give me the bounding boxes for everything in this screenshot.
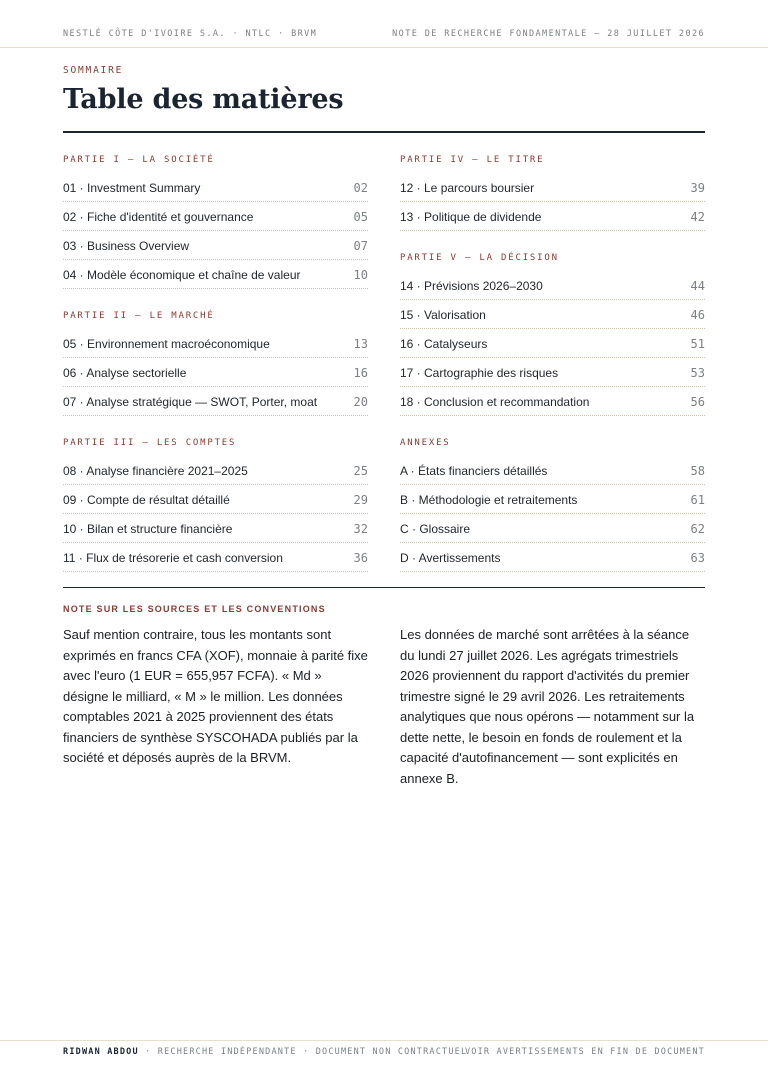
page-title: Table des matières — [63, 84, 344, 115]
toc-entry[interactable] — [63, 359, 368, 387]
toc-entry-label: 12 · Le parcours boursier — [400, 180, 535, 195]
toc-part-heading: PARTIE II — LE MARCHÉ — [63, 311, 215, 321]
toc-entry[interactable] — [400, 515, 705, 543]
toc-entry[interactable] — [400, 457, 705, 485]
toc-entry-page: 46 — [690, 307, 705, 322]
note-paragraph-right: Les données de marché sont arrêtées à la séance du lundi 27 juillet 2026. Les agrégats trimestriels 2026 proviennent du rapport d'activités du premier trimestre signé le 29 avril 2026. Les retraitements analytiques que nous opérons — notamment sur la dette nette, le besoin en fonds de roulement et la capacité d'autofinancement — sont explicités en annexe B. — [400, 627, 695, 786]
toc-part-heading: ANNEXES — [400, 438, 451, 448]
toc-part-heading: PARTIE III — LES COMPTES — [63, 438, 237, 448]
toc-entry[interactable] — [63, 174, 368, 202]
footer-left-text: · RECHERCHE INDÉPENDANTE · DOCUMENT NON CONTRACTUEL — [138, 1047, 468, 1057]
toc-entry-label: 15 · Valorisation — [400, 307, 486, 322]
toc-entry-page: 13 — [353, 336, 368, 351]
toc-entry-label: 01 · Investment Summary — [63, 180, 201, 195]
toc-entry[interactable] — [400, 388, 705, 416]
toc-entry-page: 10 — [353, 267, 368, 282]
toc-entry-page: 29 — [353, 492, 368, 507]
toc-entry-label: 07 · Analyse stratégique — SWOT, Porter, moat — [63, 394, 318, 409]
note-heading: NOTE SUR LES SOURCES ET LES CONVENTIONS — [63, 604, 326, 614]
toc-entry-page: 20 — [353, 394, 368, 409]
toc-entry-label: 02 · Fiche d'identité et gouvernance — [63, 209, 254, 224]
toc-entry-label: 09 · Compte de résultat détaillé — [63, 492, 230, 507]
toc-entry[interactable] — [400, 272, 705, 300]
toc-entry-page: 39 — [690, 180, 705, 195]
toc-entry-label: 03 · Business Overview — [63, 238, 190, 253]
toc-entry-page: 16 — [353, 365, 368, 380]
toc-entry-page: 53 — [690, 365, 705, 380]
toc-entry-label: B · Méthodologie et retraitements — [400, 492, 578, 507]
footer-right: VOIR AVERTISSEMENTS EN FIN DE DOCUMENT — [464, 1047, 705, 1057]
toc-entry[interactable] — [63, 544, 368, 572]
note-rule — [63, 587, 705, 588]
title-rule — [63, 131, 705, 133]
toc-entry-page: 61 — [690, 492, 705, 507]
toc-entry-page: 07 — [353, 238, 368, 253]
toc-entry-page: 36 — [353, 550, 368, 565]
footer-left — [63, 1047, 467, 1057]
toc-entry-label: 18 · Conclusion et recommandation — [400, 394, 590, 409]
toc-entry-page: 02 — [353, 180, 368, 195]
toc-entry[interactable] — [400, 174, 705, 202]
toc-entry-label: A · États financiers détaillés — [400, 463, 548, 478]
toc-entry-label: 13 · Politique de dividende — [400, 209, 542, 224]
toc-entry-label: 17 · Cartographie des risques — [400, 365, 559, 380]
toc-entry-page: 42 — [690, 209, 705, 224]
toc-left-column — [63, 150, 368, 573]
toc-entry[interactable] — [400, 359, 705, 387]
toc-entry-label: 14 · Prévisions 2026–2030 — [400, 278, 543, 293]
toc-entry-page: 56 — [690, 394, 705, 409]
toc-entry-page: 51 — [690, 336, 705, 351]
toc-entry-label: 05 · Environnement macroéconomique — [63, 336, 270, 351]
toc-entry-label: 06 · Analyse sectorielle — [63, 365, 187, 380]
toc-part-heading: PARTIE IV — LE TITRE — [400, 155, 545, 165]
toc-entry-page: 32 — [353, 521, 368, 536]
toc-entry[interactable] — [63, 261, 368, 289]
toc-entry[interactable] — [63, 203, 368, 231]
toc-entry-label: C · Glossaire — [400, 521, 471, 536]
toc-entry[interactable] — [400, 544, 705, 572]
toc-entry[interactable] — [400, 301, 705, 329]
toc-entry[interactable] — [400, 330, 705, 358]
toc-entry-label: 08 · Analyse financière 2021–2025 — [63, 463, 248, 478]
section-eyebrow: SOMMAIRE — [63, 65, 124, 76]
header-left: NESTLÉ CÔTE D'IVOIRE S.A. · NTLC · BRVM — [63, 29, 318, 39]
toc-entry-page: 58 — [690, 463, 705, 478]
toc-entry-page: 63 — [690, 550, 705, 565]
header-right: NOTE DE RECHERCHE FONDAMENTALE — 28 JUILLET 2026 — [392, 29, 705, 39]
toc-entry[interactable] — [400, 486, 705, 514]
footer-author: RIDWAN ABDOU — [63, 1047, 139, 1057]
toc-entry[interactable] — [63, 330, 368, 358]
page-footer — [0, 1040, 768, 1088]
page-header — [0, 0, 768, 48]
toc-entry-label: 10 · Bilan et structure financière — [63, 521, 233, 536]
toc-entry[interactable] — [63, 457, 368, 485]
toc-entry-label: D · Avertissements — [400, 550, 501, 565]
toc-entry[interactable] — [63, 388, 368, 416]
toc-right-column — [400, 150, 705, 573]
toc-entry-page: 25 — [353, 463, 368, 478]
toc-entry-label: 04 · Modèle économique et chaîne de valeur — [63, 267, 301, 282]
toc-entry-page: 62 — [690, 521, 705, 536]
note-paragraph-left: Sauf mention contraire, tous les montants sont exprimés en francs CFA (XOF), monnaie à parité fixe avec l'euro (1 EUR = 655,957 FCFA). « Md » désigne le milliard, « M » le million. Les données comptables 2021 à 2025 proviennent des états financiers de synthèse SYSCOHADA publiés par la société et déposés auprès de la BRVM. — [63, 627, 368, 765]
toc-part-heading: PARTIE I — LA SOCIÉTÉ — [63, 155, 215, 165]
toc-entry[interactable] — [400, 203, 705, 231]
toc-entry[interactable] — [63, 232, 368, 260]
toc-entry-page: 05 — [353, 209, 368, 224]
toc-entry-page: 44 — [690, 278, 705, 293]
toc-entry-label: 11 · Flux de trésorerie et cash conversion — [63, 550, 283, 565]
toc-entry[interactable] — [63, 515, 368, 543]
toc-entry-label: 16 · Catalyseurs — [400, 336, 488, 351]
toc-entry[interactable] — [63, 486, 368, 514]
toc-part-heading: PARTIE V — LA DÉCISION — [400, 253, 559, 263]
